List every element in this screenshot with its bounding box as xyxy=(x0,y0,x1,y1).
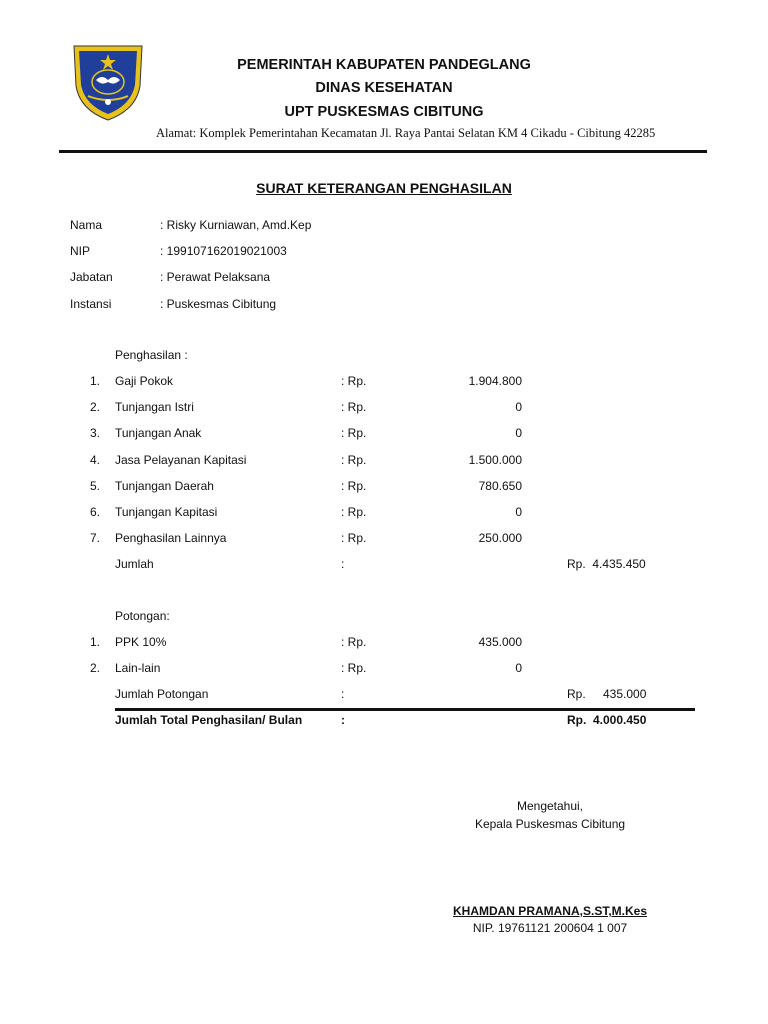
income-item-name: Jasa Pelayanan Kapitasi xyxy=(115,453,247,467)
income-item-amount: 780.650 xyxy=(478,479,522,493)
identity-value-nip: : 199107162019021003 xyxy=(160,244,287,258)
income-item-name: Tunjangan Daerah xyxy=(115,479,214,493)
deduction-item-name: PPK 10% xyxy=(115,635,167,649)
income-heading: Penghasilan : xyxy=(115,348,188,362)
income-item-number: 5. xyxy=(90,479,101,493)
grand-total-colon: : xyxy=(341,713,345,727)
income-item-name: Tunjangan Istri xyxy=(115,400,194,414)
deductions-total-label: Jumlah Potongan xyxy=(115,687,209,701)
income-total-label: Jumlah xyxy=(115,557,154,571)
income-item-name: Tunjangan Kapitasi xyxy=(115,505,218,519)
income-item-amount: 0 xyxy=(515,400,522,414)
grand-total-label: Jumlah Total Penghasilan/ Bulan xyxy=(115,713,303,727)
deduction-item-rp: : Rp. xyxy=(341,661,367,675)
income-item-amount: 1.500.000 xyxy=(468,453,522,467)
header-divider xyxy=(59,150,707,153)
deduction-item-number: 1. xyxy=(90,635,101,649)
income-item-number: 3. xyxy=(90,426,101,440)
identity-label-name: Nama xyxy=(70,218,103,232)
income-item-rp: : Rp. xyxy=(341,453,367,467)
income-item-number: 1. xyxy=(90,374,101,388)
income-item-amount: 250.000 xyxy=(478,531,522,545)
income-item-amount: 1.904.800 xyxy=(468,374,522,388)
income-item-number: 7. xyxy=(90,531,101,545)
deduction-item-amount: 0 xyxy=(515,661,522,675)
identity-label-position: Jabatan xyxy=(70,270,113,284)
income-item-rp: : Rp. xyxy=(341,426,367,440)
document-title: SURAT KETERANGAN PENGHASILAN xyxy=(256,180,512,196)
income-total-colon: : xyxy=(341,557,345,571)
deduction-item-amount: 435.000 xyxy=(478,635,522,649)
signature-title: Kepala Puskesmas Cibitung xyxy=(474,817,626,831)
signature-acknowledged: Mengetahui, xyxy=(516,799,584,813)
income-item-amount: 0 xyxy=(515,505,522,519)
header-government: PEMERINTAH KABUPATEN PANDEGLANG xyxy=(237,57,531,73)
income-item-number: 2. xyxy=(90,400,101,414)
income-item-rp: : Rp. xyxy=(341,531,367,545)
income-item-number: 4. xyxy=(90,453,101,467)
signature-name: KHAMDAN PRAMANA,S.ST,M.Kes xyxy=(452,904,647,918)
income-item-name: Gaji Pokok xyxy=(115,374,174,388)
income-total-value: Rp. 4.435.450 xyxy=(567,557,646,571)
income-item-rp: : Rp. xyxy=(341,400,367,414)
deduction-item-number: 2. xyxy=(90,661,101,675)
income-item-name: Penghasilan Lainnya xyxy=(115,531,227,545)
deductions-heading: Potongan: xyxy=(115,609,170,623)
identity-value-name: : Risky Kurniawan, Amd.Kep xyxy=(160,218,312,232)
header-agency: DINAS KESEHATAN xyxy=(315,80,453,96)
identity-label-institution: Instansi xyxy=(70,297,112,311)
income-item-amount: 0 xyxy=(515,426,522,440)
header-unit: UPT PUSKESMAS CIBITUNG xyxy=(284,104,484,120)
identity-value-position: : Perawat Pelaksana xyxy=(160,270,271,284)
grand-total-value: Rp. 4.000.450 xyxy=(567,713,647,727)
identity-label-nip: NIP xyxy=(70,244,91,258)
identity-value-institution: : Puskesmas Cibitung xyxy=(160,297,277,311)
header-address: Alamat: Komplek Pemerintahan Kecamatan Jl. Raya Pantai Selatan KM 4 Cikadu - Cibitung 42285 xyxy=(156,126,656,140)
deductions-total-rp: Rp. xyxy=(567,687,586,701)
income-item-rp: : Rp. xyxy=(341,505,367,519)
signature-nip: NIP. 19761121 200604 1 007 xyxy=(472,921,628,935)
income-item-rp: : Rp. xyxy=(341,479,367,493)
income-item-rp: : Rp. xyxy=(341,374,367,388)
deduction-item-name: Lain-lain xyxy=(115,661,161,675)
income-item-name: Tunjangan Anak xyxy=(115,426,202,440)
total-divider xyxy=(115,708,695,711)
deduction-item-rp: : Rp. xyxy=(341,635,367,649)
deductions-total-value: 435.000 xyxy=(603,687,647,701)
income-item-number: 6. xyxy=(90,505,101,519)
deductions-total-colon: : xyxy=(341,687,345,701)
